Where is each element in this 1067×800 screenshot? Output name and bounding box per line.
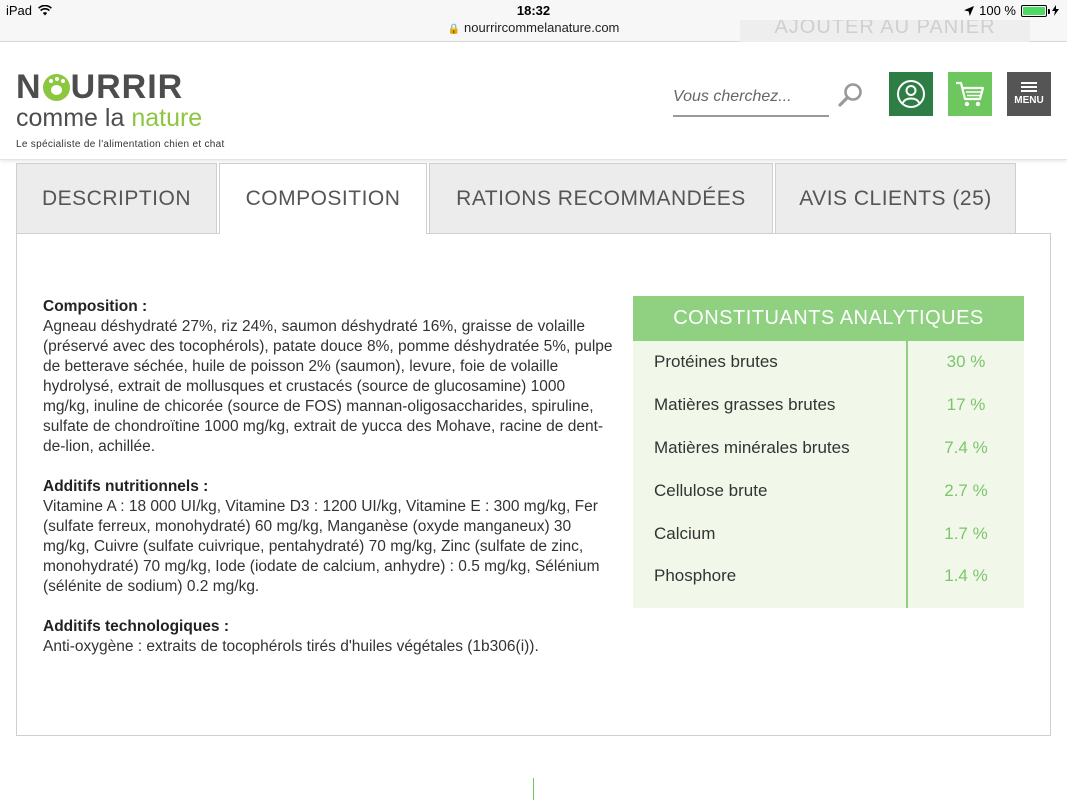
tab-rations[interactable]: RATIONS RECOMMANDÉES xyxy=(429,163,773,233)
logo-brand-line2 xyxy=(16,103,225,133)
analytics-label: Matières minérales brutes xyxy=(654,437,850,457)
cart-button[interactable] xyxy=(948,72,992,116)
location-arrow-icon xyxy=(964,6,974,16)
tech-text: Anti-oxygène : extraits de tocophérols tirés d'huiles végétales (1b306(i)). xyxy=(43,638,539,655)
additifs-text: Vitamine A : 18 000 UI/kg, Vitamine D3 : 1200 UI/kg, Vitamine E : 300 mg/kg, Fer (sulfate ferreux, monohydraté) 60 mg/kg, Manganèse (oxyde manganeux) 30 mg/kg, Cuivre (sulfate cuivrique, pentahydraté) 70 mg/kg, Zinc (sulfate de zinc, monohydraté) 70 mg/kg, Iode (iodate de calcium, anhydre) : 0.5 mg/kg, Sélénium (sélénite de sodium) 0.2 mg/kg. xyxy=(43,498,600,595)
device-name: iPad xyxy=(6,3,33,18)
site-header xyxy=(0,42,1067,160)
account-button[interactable] xyxy=(889,72,933,116)
lock-icon: 🔒 xyxy=(447,24,461,35)
address-bar[interactable] xyxy=(0,20,1067,42)
bottom-accent-line xyxy=(533,778,534,800)
analytics-table xyxy=(633,296,1024,608)
analytics-label: Cellulose brute xyxy=(654,480,768,500)
paw-icon xyxy=(43,74,70,101)
analytics-label: Phosphore xyxy=(654,566,737,586)
logo-brand-line1 xyxy=(16,70,225,104)
logo-letter-n: N xyxy=(16,68,42,106)
analytics-value: 2.7 % xyxy=(944,480,988,500)
analytics-value: 30 % xyxy=(946,352,986,372)
analytics-label: Protéines brutes xyxy=(654,352,778,372)
cart-icon xyxy=(954,79,986,109)
logo-letters-urrir: URRIR xyxy=(70,68,184,106)
composition-text: Agneau déshydraté 27%, riz 24%, saumon déshydraté 16%, graisse de volaille (préservé avec des tocophérols), patate douce 8%, pomme déshydratée 5%, pulpe de betterave séchée, huile de poisson 2% (saumon), levure, foie de volaille hydrolysé, extrait de mollusques et crustacés (source de glucosamine) 1000 mg/kg, inuline de chicorée (source de FOS) mannan-oligosaccharides, spiruline, sulfate de chondroïtine 1000 mg/kg, extrait de yucca des Mohave, racine de dent-de-lion, achillée. xyxy=(43,318,613,455)
tech-heading: Additifs technologiques : xyxy=(43,618,229,635)
analytics-row xyxy=(633,555,1024,598)
magnifier-icon[interactable] xyxy=(838,82,864,108)
analytics-label: Calcium xyxy=(654,523,716,543)
menu-button[interactable] xyxy=(1007,72,1051,116)
site-logo[interactable] xyxy=(16,70,225,150)
analytics-value: 1.7 % xyxy=(944,523,988,543)
analytics-value: 7.4 % xyxy=(944,437,988,457)
additifs-heading: Additifs nutritionnels : xyxy=(43,478,209,495)
logo-nature: nature xyxy=(131,104,203,132)
url-text: nourrircommelanature.com xyxy=(464,20,620,35)
composition-content xyxy=(43,297,613,677)
tab-description[interactable]: DESCRIPTION xyxy=(16,163,217,233)
battery-percent: 100 % xyxy=(979,3,1016,18)
search-box xyxy=(673,82,829,117)
analytics-value: 17 % xyxy=(946,395,986,415)
user-icon xyxy=(895,78,927,110)
charging-bolt-icon xyxy=(1052,5,1059,16)
analytics-row xyxy=(633,384,1024,427)
product-tabs xyxy=(16,163,1018,234)
composition-heading: Composition : xyxy=(43,298,148,315)
hamburger-icon xyxy=(1021,82,1037,92)
analytics-title: CONSTITUANTS ANALYTIQUES xyxy=(633,296,1024,341)
analytics-label: Matières grasses brutes xyxy=(654,395,836,415)
ios-status-bar xyxy=(0,0,1067,22)
analytics-row xyxy=(633,427,1024,470)
menu-label: MENU xyxy=(1014,95,1044,106)
tab-reviews[interactable]: AVIS CLIENTS (25) xyxy=(775,163,1016,233)
analytics-row xyxy=(633,469,1024,512)
analytics-value: 1.4 % xyxy=(944,566,988,586)
add-to-cart-ghost-button: AJOUTER AU PANIER xyxy=(740,20,1030,54)
logo-comme-la: comme la xyxy=(16,104,132,132)
tab-composition[interactable]: COMPOSITION xyxy=(219,163,427,234)
analytics-row xyxy=(633,512,1024,555)
search-input[interactable] xyxy=(673,82,829,112)
logo-tagline: Le spécialiste de l'alimentation chien et chat xyxy=(16,139,225,150)
battery-icon xyxy=(1021,5,1047,17)
status-time: 18:32 xyxy=(516,3,551,18)
analytics-row xyxy=(633,341,1024,384)
status-right xyxy=(964,3,1059,18)
